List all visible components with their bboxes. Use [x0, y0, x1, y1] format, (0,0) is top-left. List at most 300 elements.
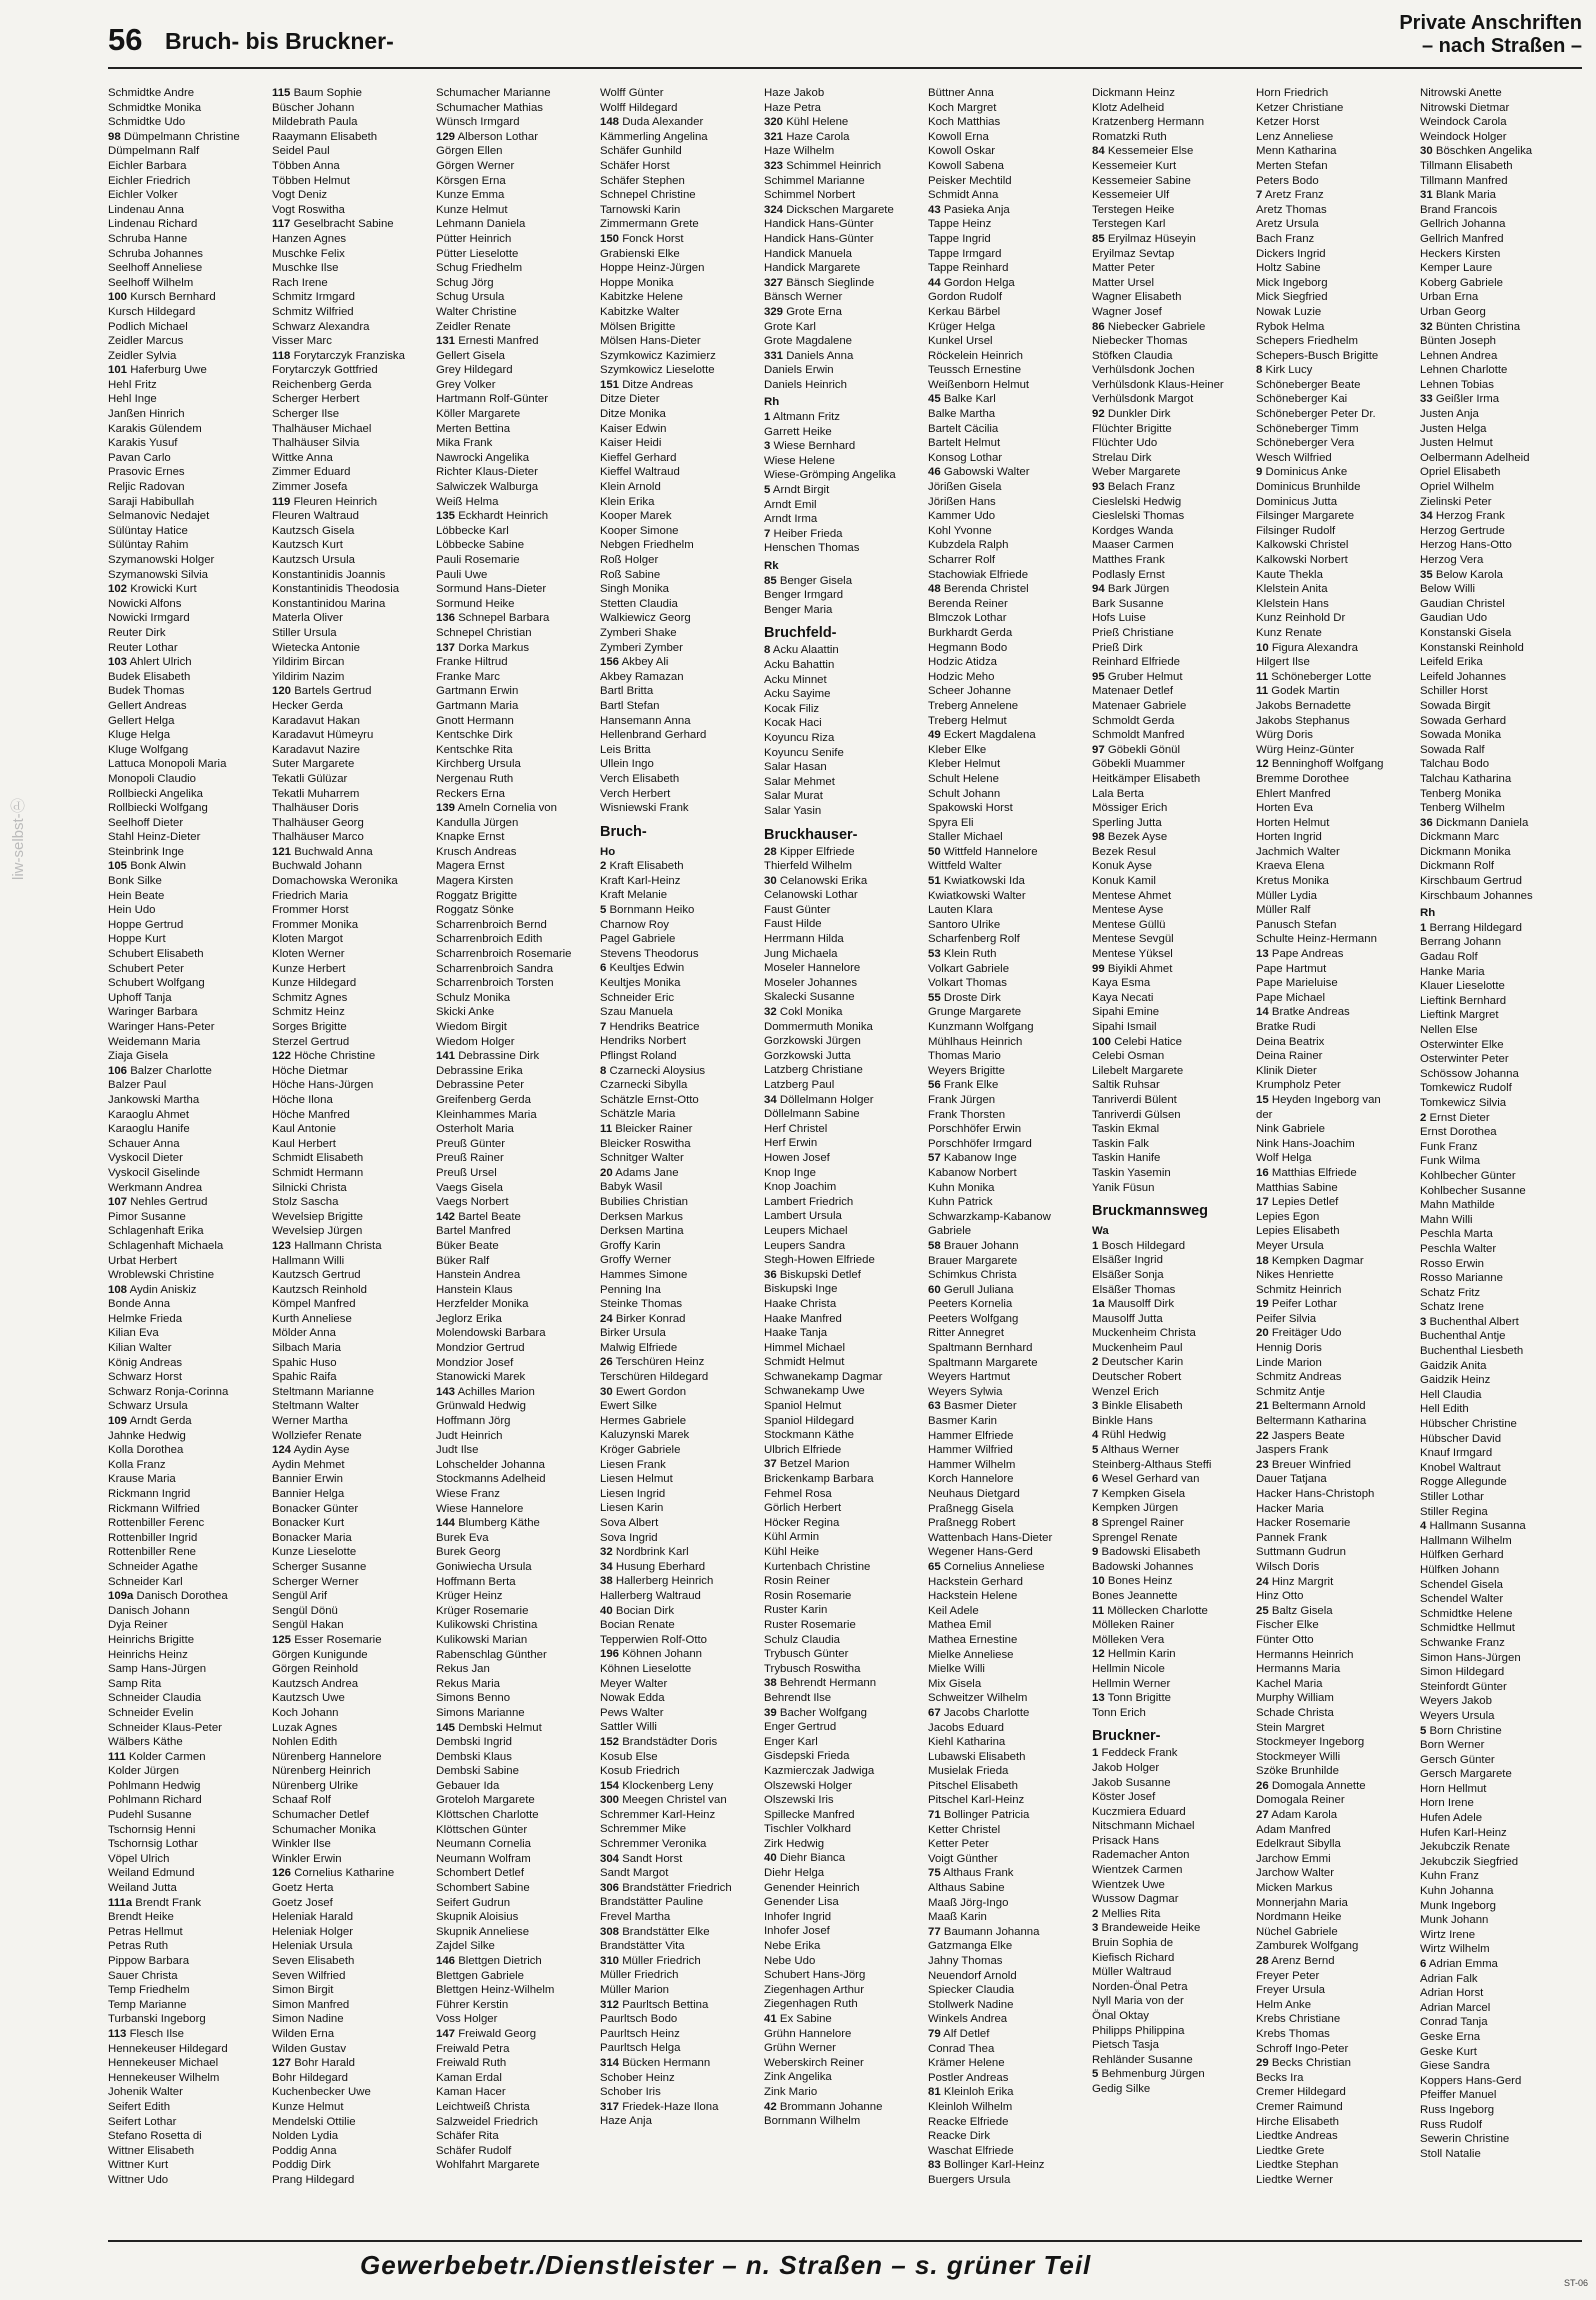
resident-name: Paurltsch Helga — [600, 2042, 681, 2055]
resident-name: Kunze Helmut — [436, 203, 508, 216]
resident-entry — [764, 746, 922, 761]
resident-entry — [928, 1998, 1086, 2013]
resident-name: Klockenberg Leny — [622, 1779, 714, 1792]
resident-entry — [928, 1939, 1086, 1954]
resident-entry — [1420, 1724, 1578, 1739]
resident-entry — [108, 261, 266, 276]
resident-name: Debrassine Peter — [436, 1079, 525, 1092]
resident-name: Muckenheim Paul — [1092, 1341, 1183, 1354]
resident-name: Gellert Gisela — [436, 349, 506, 362]
resident-entry — [436, 874, 594, 889]
resident-name: Kirk Lucy — [1265, 364, 1313, 377]
resident-entry — [1256, 1502, 1414, 1517]
house-number: 107 — [108, 1196, 128, 1209]
resident-name: Flüchter Udo — [1092, 437, 1158, 450]
resident-entry — [1256, 1706, 1414, 1721]
resident-entry — [1256, 1049, 1414, 1064]
house-number: 55 — [928, 991, 941, 1004]
resident-entry — [600, 1428, 758, 1443]
resident-name: Bartl Britta — [600, 685, 654, 698]
resident-name: Justen Helmut — [1420, 437, 1493, 450]
resident-name: Kessemeier Ulf — [1092, 189, 1170, 202]
resident-name: Meyer Walter — [600, 1677, 668, 1690]
resident-entry — [928, 130, 1086, 145]
house-number: 86 — [1092, 320, 1105, 333]
resident-entry — [272, 553, 430, 568]
resident-entry — [436, 1691, 594, 1706]
house-number: 8 — [764, 644, 771, 657]
resident-name: Seelhoff Dieter — [108, 816, 184, 829]
resident-name: Stanowicki Marek — [436, 1371, 526, 1384]
resident-entry — [928, 1195, 1086, 1210]
resident-name: Feddeck Frank — [1101, 1747, 1178, 1760]
resident-entry — [1092, 626, 1250, 641]
resident-name: Schweitzer Wilhelm — [928, 1692, 1028, 1705]
resident-entry — [108, 918, 266, 933]
resident-entry — [272, 1005, 430, 1020]
resident-entry — [436, 1020, 594, 1035]
resident-name: Schult Johann — [928, 787, 1001, 800]
resident-name: Schwarz Ronja-Corinna — [108, 1385, 229, 1398]
resident-entry — [272, 1545, 430, 1560]
resident-entry — [764, 1501, 922, 1516]
resident-name: Schmidtke Andre — [108, 87, 195, 99]
resident-entry — [928, 699, 1086, 714]
resident-entry — [928, 1618, 1086, 1633]
resident-name: Hein Beate — [108, 889, 165, 902]
resident-name: Pape Marieluise — [1256, 977, 1338, 990]
resident-name: Kolla Franz — [108, 1458, 166, 1471]
resident-name: Rogge Allegunde — [1420, 1476, 1507, 1489]
resident-name: Stockmeyer Willi — [1256, 1750, 1341, 1763]
resident-name: Gaudian Udo — [1420, 612, 1488, 625]
resident-name: Uphoff Tanja — [108, 991, 172, 1004]
resident-name: Santoro Ulrike — [928, 918, 1001, 931]
resident-name: Husung Eberhard — [615, 1560, 706, 1573]
resident-entry — [928, 889, 1086, 904]
resident-name: Jahnke Hedwig — [108, 1429, 186, 1442]
directory-column — [600, 86, 758, 2236]
resident-entry — [272, 976, 430, 991]
resident-entry — [928, 626, 1086, 641]
resident-name: Knop Inge — [764, 1166, 816, 1179]
resident-entry — [1092, 568, 1250, 583]
resident-entry — [600, 538, 758, 553]
house-number: 34 — [1420, 510, 1433, 523]
resident-name: Schremmer Mike — [600, 1823, 687, 1836]
resident-name: Seven Wilfried — [272, 1969, 346, 1982]
resident-name: Müller Ralf — [1256, 904, 1311, 917]
section-title-line1: Private Anschriften — [1399, 12, 1582, 34]
resident-name: Prieß Christiane — [1092, 626, 1174, 639]
resident-entry — [1092, 203, 1250, 218]
resident-name: Rottenbiller Rene — [108, 1546, 197, 1559]
resident-entry — [436, 1502, 594, 1517]
resident-entry — [1092, 1268, 1250, 1283]
resident-name: Birker Ursula — [600, 1327, 666, 1340]
resident-entry — [108, 684, 266, 699]
resident-entry — [928, 1020, 1086, 1035]
resident-entry — [1092, 1370, 1250, 1385]
resident-name: Nikes Henriette — [1256, 1269, 1334, 1282]
resident-entry — [1092, 1472, 1250, 1487]
resident-entry — [600, 1385, 758, 1400]
resident-entry — [928, 1078, 1086, 1093]
resident-name: Niebecker Thomas — [1092, 335, 1188, 348]
resident-entry — [1092, 918, 1250, 933]
resident-entry — [764, 702, 922, 717]
resident-name: Podlasly Ernst — [1092, 568, 1165, 581]
resident-name: Flesch Ilse — [129, 2027, 185, 2040]
resident-entry — [764, 1341, 922, 1356]
resident-entry — [272, 1064, 430, 1079]
resident-entry — [272, 436, 430, 451]
house-number: 30 — [1420, 145, 1433, 158]
resident-entry — [436, 247, 594, 262]
resident-entry — [1420, 1257, 1578, 1272]
house-number: 98 — [108, 130, 121, 143]
house-number: 323 — [764, 159, 784, 172]
resident-name: Reinhard Elfriede — [1092, 656, 1181, 669]
resident-name: Knauf Irmgard — [1420, 1447, 1493, 1460]
resident-entry — [272, 2100, 430, 2115]
resident-entry — [1420, 1592, 1578, 1607]
resident-entry — [764, 1136, 922, 1151]
resident-entry — [928, 1969, 1086, 1984]
resident-name: Kwiatkowski Ida — [943, 875, 1025, 888]
district-label: Wa — [1092, 1225, 1109, 1238]
resident-entry — [1256, 276, 1414, 291]
resident-entry — [600, 1239, 758, 1254]
resident-entry — [1092, 582, 1250, 597]
resident-entry — [436, 889, 594, 904]
resident-entry — [1092, 1501, 1250, 1516]
resident-name: Babyk Wasil — [600, 1181, 663, 1194]
resident-entry — [928, 1399, 1086, 1414]
resident-name: Krause Maria — [108, 1473, 176, 1486]
resident-entry — [600, 1998, 758, 2013]
house-number: 17 — [1256, 1196, 1269, 1209]
footer-note: Gewerbebetr./Dienstleister – n. Straßen – s. grüner Teil — [360, 2250, 1092, 2280]
resident-entry — [272, 86, 430, 101]
resident-name: Brandeweide Heike — [1101, 1922, 1201, 1935]
resident-entry — [600, 1443, 758, 1458]
resident-name: Mellies Rita — [1101, 1907, 1161, 1920]
resident-entry — [1420, 203, 1578, 218]
house-number: 7 — [1092, 1487, 1099, 1500]
resident-name: Kocak Filiz — [764, 702, 820, 715]
resident-name: Dembski Klaus — [436, 1750, 512, 1763]
resident-name: Ernesti Manfred — [458, 335, 539, 348]
resident-name: Samp Hans-Jürgen — [108, 1663, 207, 1676]
resident-name: Scherger Werner — [272, 1575, 359, 1588]
resident-entry — [600, 1793, 758, 1808]
resident-name: Freitäger Udo — [1271, 1327, 1342, 1340]
resident-name: Handick Margarete — [764, 262, 861, 275]
resident-name: Danisch Dorothea — [136, 1590, 228, 1603]
resident-entry — [436, 2100, 594, 2115]
resident-name: Wietecka Antonie — [272, 641, 361, 654]
resident-name: Liedtke Werner — [1256, 2173, 1334, 2186]
resident-entry — [1420, 1621, 1578, 1636]
resident-entry — [272, 1414, 430, 1429]
house-number: 148 — [600, 116, 620, 129]
resident-entry — [928, 1779, 1086, 1794]
resident-name: Klauer Lieselotte — [1420, 980, 1505, 993]
resident-name: Kunzmann Wolfgang — [928, 1021, 1034, 1033]
resident-entry — [1256, 1808, 1414, 1823]
resident-entry — [436, 830, 594, 845]
resident-name: Wiese Hannelore — [436, 1502, 524, 1515]
resident-name: Acku Minnet — [764, 673, 827, 686]
resident-entry — [1092, 1166, 1250, 1181]
margin-stamp: liw-selbst-Ⓟ — [10, 798, 27, 880]
resident-entry — [1420, 1548, 1578, 1563]
resident-entry — [1092, 247, 1250, 262]
resident-name: Büscher Johann — [272, 101, 355, 114]
resident-entry — [272, 1779, 430, 1794]
resident-name: Lieftink Margret — [1420, 1009, 1499, 1022]
resident-name: Wiese Bernhard — [773, 440, 856, 453]
resident-name: Kühl Helene — [786, 116, 849, 129]
resident-entry — [1256, 1035, 1414, 1050]
resident-entry — [1256, 247, 1414, 262]
resident-entry — [436, 451, 594, 466]
resident-name: Zeidler Sylvia — [108, 349, 177, 362]
resident-name: Holtz Sabine — [1256, 262, 1321, 275]
resident-name: Kohl Yvonne — [928, 524, 992, 537]
resident-name: Diehr Helga — [764, 1867, 825, 1880]
resident-name: Thalhäuser Marco — [272, 831, 364, 844]
resident-name: Jahny Thomas — [928, 1955, 1003, 1967]
resident-name: Sprengel Renate — [1092, 1531, 1178, 1544]
resident-name: Bartel Beate — [458, 1210, 521, 1223]
resident-entry — [1092, 1035, 1250, 1050]
resident-entry — [272, 903, 430, 918]
resident-name: Klein Arnold — [600, 481, 661, 494]
resident-name: Sowada Monika — [1420, 729, 1502, 742]
resident-entry — [436, 1793, 594, 1808]
resident-entry — [108, 1166, 266, 1181]
resident-name: Kalkowski Christel — [1256, 539, 1349, 552]
resident-entry — [1092, 1892, 1250, 1907]
resident-entry — [600, 888, 758, 903]
house-number: 154 — [600, 1779, 620, 1792]
resident-entry — [436, 903, 594, 918]
resident-name: Matter Peter — [1092, 262, 1155, 275]
resident-name: Gatzmanga Elke — [928, 1940, 1013, 1953]
resident-entry — [600, 1589, 758, 1604]
resident-name: Kunze Emma — [436, 189, 505, 202]
resident-entry — [928, 2042, 1086, 2057]
resident-entry — [436, 1721, 594, 1736]
resident-entry — [764, 1297, 922, 1312]
resident-name: Acku Bahattin — [764, 658, 835, 671]
resident-entry — [1420, 174, 1578, 189]
resident-entry — [928, 2129, 1086, 2144]
resident-entry — [108, 2012, 266, 2027]
resident-name: Hendriks Beatrice — [609, 1020, 700, 1033]
resident-name: Hendriks Norbert — [600, 1035, 687, 1048]
resident-entry — [764, 1954, 922, 1969]
resident-name: Hallmann Wilhelm — [1420, 1534, 1512, 1547]
resident-entry — [436, 1078, 594, 1093]
resident-name: Schwarz Ursula — [108, 1400, 188, 1413]
resident-name: Matthes Frank — [1092, 554, 1165, 566]
resident-entry — [108, 1633, 266, 1648]
resident-entry — [1256, 1429, 1414, 1444]
resident-name: Bünten Christina — [1435, 320, 1521, 333]
resident-name: Flüchter Brigitte — [1092, 422, 1172, 435]
resident-entry — [1420, 276, 1578, 291]
resident-name: Nyll Maria von der — [1092, 1995, 1184, 2008]
resident-name: Wilden Erna — [272, 2027, 335, 2040]
resident-entry — [272, 1108, 430, 1123]
resident-entry — [436, 553, 594, 568]
resident-entry — [272, 1691, 430, 1706]
resident-entry — [764, 1808, 922, 1823]
resident-entry — [928, 1210, 1086, 1225]
resident-name: Wiedom Holger — [436, 1035, 515, 1048]
resident-name: Tonn Erich — [1092, 1706, 1146, 1719]
resident-entry — [1420, 553, 1578, 568]
resident-entry — [1256, 1195, 1414, 1210]
house-number: 5 — [600, 904, 607, 917]
resident-entry — [764, 483, 922, 498]
resident-name: Schiller Horst — [1420, 685, 1488, 698]
house-number: 123 — [272, 1239, 292, 1252]
resident-name: Höche Hans-Jürgen — [272, 1079, 374, 1092]
resident-name: Grunge Margarete — [928, 1006, 1022, 1019]
resident-entry — [600, 714, 758, 729]
resident-entry — [600, 1064, 758, 1079]
resident-name: Stollwerk Nadine — [928, 1998, 1014, 2011]
resident-name: Suter Margarete — [272, 758, 355, 771]
resident-name: Keultjes Monika — [600, 977, 681, 990]
resident-entry — [1420, 816, 1578, 831]
resident-name: Grote Erna — [786, 305, 842, 318]
resident-entry — [272, 962, 430, 977]
resident-name: Jachmich Walter — [1256, 845, 1340, 858]
resident-entry — [1420, 1782, 1578, 1797]
resident-name: Mausolff Jutta — [1092, 1312, 1163, 1325]
resident-entry — [272, 1035, 430, 1050]
resident-entry — [108, 2100, 266, 2115]
resident-entry — [108, 480, 266, 495]
resident-name: Gadau Rolf — [1420, 951, 1478, 964]
resident-name: Geske Kurt — [1420, 2045, 1477, 2058]
resident-name: Müller Lydia — [1256, 889, 1317, 902]
resident-name: Leifeld Johannes — [1420, 670, 1507, 683]
resident-entry — [1420, 2030, 1578, 2045]
resident-entry — [600, 1837, 758, 1852]
resident-name: Görgen Werner — [436, 159, 515, 172]
resident-entry — [928, 1049, 1086, 1064]
resident-entry — [1092, 2053, 1250, 2068]
resident-entry — [1256, 1297, 1414, 1312]
resident-name: Jaspers Beate — [1271, 1429, 1345, 1442]
house-number: 108 — [108, 1283, 128, 1296]
resident-name: Zymberi Zymber — [600, 641, 683, 654]
resident-entry — [1256, 305, 1414, 320]
resident-entry — [928, 1750, 1086, 1765]
resident-name: Handick Hans-Günter — [764, 218, 874, 231]
house-number: 117 — [272, 218, 291, 231]
resident-entry — [272, 1297, 430, 1312]
house-number: 152 — [600, 1735, 620, 1748]
resident-name: Weyers Ursula — [1420, 1709, 1495, 1722]
resident-name: Mölsen Hans-Dieter — [600, 335, 701, 348]
resident-name: Wiese Helene — [764, 454, 835, 467]
house-number: 38 — [600, 1575, 613, 1588]
resident-entry — [928, 1648, 1086, 1663]
resident-name: Kempken Dagmar — [1271, 1254, 1364, 1267]
resident-entry — [600, 1180, 758, 1195]
resident-entry — [1092, 684, 1250, 699]
resident-name: Görgen Kunigunde — [272, 1648, 368, 1661]
resident-name: Jekubczik Siegfried — [1420, 1855, 1519, 1868]
resident-name: Materla Oliver — [272, 612, 343, 625]
resident-entry — [436, 801, 594, 816]
resident-name: Spiecker Claudia — [928, 1984, 1015, 1997]
resident-entry — [436, 305, 594, 320]
resident-entry — [928, 728, 1086, 743]
resident-entry — [928, 1823, 1086, 1838]
resident-entry — [1420, 1855, 1578, 1870]
resident-entry — [600, 232, 758, 247]
resident-entry — [272, 1370, 430, 1385]
resident-entry — [1420, 1563, 1578, 1578]
resident-entry — [764, 574, 922, 589]
resident-entry — [436, 845, 594, 860]
resident-entry — [600, 743, 758, 758]
resident-entry — [436, 1633, 594, 1648]
resident-name: Lambert Ursula — [764, 1210, 842, 1223]
resident-name: Leupers Sandra — [764, 1239, 846, 1252]
resident-name: Judt Ilse — [436, 1444, 479, 1457]
resident-entry — [1420, 101, 1578, 116]
resident-entry — [108, 130, 266, 145]
resident-entry — [436, 2115, 594, 2130]
resident-entry — [1420, 290, 1578, 305]
resident-name: Seifert Lothar — [108, 2115, 177, 2128]
resident-name: Mölleken Vera — [1092, 1633, 1165, 1646]
resident-entry — [1092, 115, 1250, 130]
resident-name: Janßen Hinrich — [108, 408, 185, 421]
resident-entry — [272, 1998, 430, 2013]
house-number: 25 — [1256, 1604, 1269, 1617]
resident-entry — [436, 2056, 594, 2071]
resident-name: Fünter Otto — [1256, 1633, 1314, 1646]
resident-entry — [1092, 1312, 1250, 1327]
house-number: 3 — [1420, 1315, 1427, 1328]
resident-entry — [928, 1254, 1086, 1269]
resident-name: Schmidtke Helene — [1420, 1607, 1513, 1620]
resident-entry — [764, 232, 922, 247]
resident-name: Celebi Hatice — [1114, 1035, 1182, 1048]
resident-name: Fehmel Rosa — [764, 1487, 832, 1500]
resident-name: Geske Erna — [1420, 2030, 1481, 2043]
house-number: 65 — [928, 1560, 941, 1573]
resident-entry — [272, 1210, 430, 1225]
resident-name: Hallmann Susanna — [1429, 1520, 1526, 1533]
resident-entry — [1420, 772, 1578, 787]
resident-entry — [108, 1735, 266, 1750]
resident-name: Reichenberg Gerda — [272, 378, 372, 391]
resident-entry — [1256, 553, 1414, 568]
resident-entry — [600, 568, 758, 583]
resident-entry — [764, 290, 922, 305]
